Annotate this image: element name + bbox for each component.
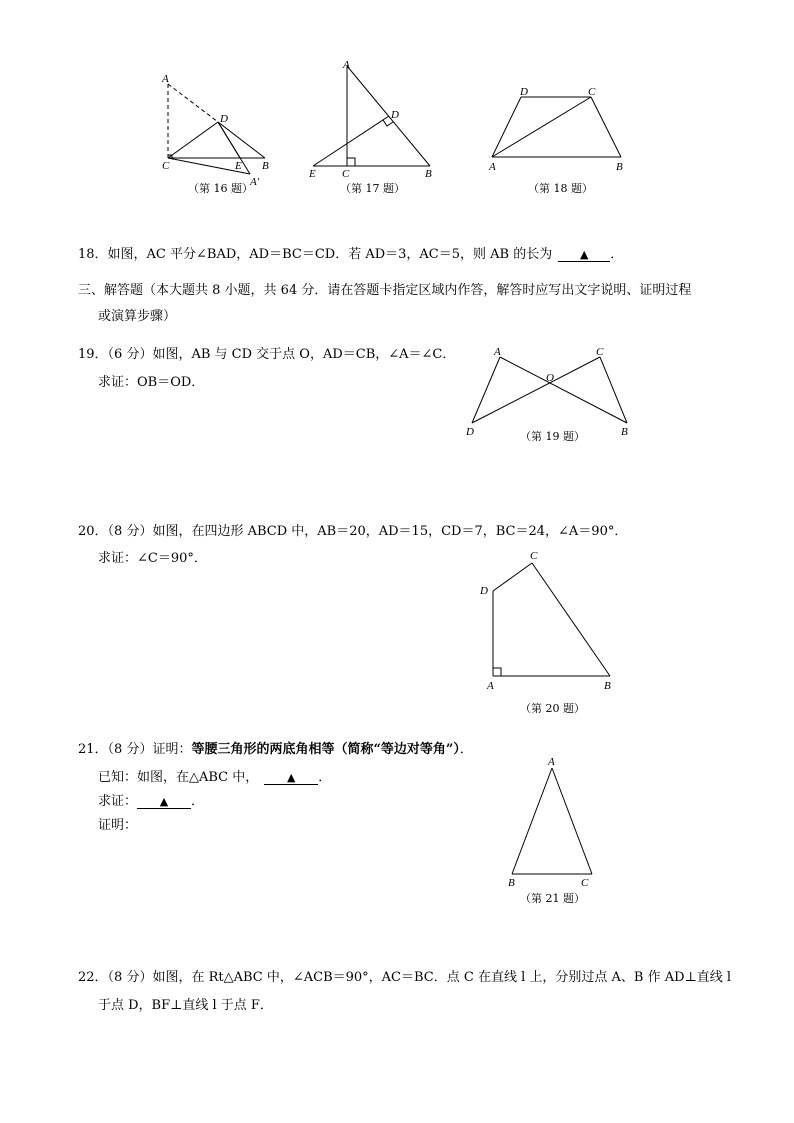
f17-label-d: D (391, 109, 399, 121)
q18-end: ． (610, 247, 624, 262)
question-21-statement (78, 742, 473, 758)
section-3-heading-cont: 或演算步骤） (98, 309, 177, 324)
caption-20: （第 20 题） (520, 702, 585, 715)
f16-label-d: D (220, 113, 228, 125)
q21-prove-label: 求证： (98, 794, 138, 809)
q21-title-end: ． (459, 742, 473, 757)
f18-label-a: A (489, 161, 496, 173)
question-21-proof: 证明： (98, 818, 138, 833)
caption-19: （第 19 题） (520, 430, 585, 443)
q21-title: 等腰三角形的两底角相等（简称“等边对等角”） (191, 742, 460, 757)
question-18 (78, 247, 623, 263)
f20-label-c: C (530, 550, 538, 562)
caption-18: （第 18 题） (528, 182, 593, 195)
question-21-prove (98, 794, 204, 810)
f20-label-d: D (480, 585, 488, 597)
figure-18 (484, 86, 629, 176)
q18-body: 如图，AC 平分∠BAD，AD＝BC＝CD．若 AD＝3，AC＝5，则 AB 的长为 (107, 247, 553, 262)
q18-text: 18． (78, 247, 108, 262)
f16-label-c: C (162, 160, 170, 172)
f19-label-d: D (466, 426, 474, 438)
question-19-prove: 求证：OB＝OD． (98, 375, 205, 390)
figure-20 (470, 543, 620, 693)
caption-17: （第 17 题） (340, 182, 405, 195)
f19-label-a: A (494, 346, 501, 358)
f20-label-a: A (487, 680, 494, 692)
f18-label-b: B (616, 161, 623, 173)
f17-label-e: E (309, 168, 316, 180)
q21-prove-end: ． (191, 794, 205, 809)
f19-label-o: O (546, 372, 554, 384)
f16-label-b: B (262, 160, 269, 172)
question-22-line-2: 于点 D，BF⊥直线 l 于点 F． (98, 998, 273, 1013)
f19-label-c: C (596, 346, 604, 358)
q21-prefix: 21．（8 分）证明： (78, 742, 192, 757)
q21-prove-blank[interactable]: ▲ (137, 796, 191, 809)
f17-label-b: B (425, 168, 432, 180)
section-3-heading: 三、解答题（本大题共 8 小题，共 64 分．请在答题卡指定区域内作答，解答时应写出文字说明、证明过程 (78, 283, 692, 298)
q21-given-blank[interactable]: ▲ (264, 772, 318, 785)
f21-label-a: A (548, 756, 555, 768)
f16-label-a-prime: A′ (250, 176, 260, 188)
f17-label-a: A (343, 59, 350, 71)
question-20-prove: 求证：∠C＝90°． (98, 551, 207, 566)
q21-given-end: ． (318, 770, 332, 785)
f16-label-e: E (235, 160, 242, 172)
figure-21 (500, 750, 600, 890)
figure-17 (305, 58, 440, 183)
f20-label-b: B (604, 680, 611, 692)
f18-label-c: C (588, 86, 596, 98)
question-22-line-1: 22．（8 分）如图，在 Rt△ABC 中，∠ACB＝90°，AC＝BC．点 C 在直线 l 上，分别过点 A、B 作 AD⊥直线 l (78, 970, 732, 985)
f21-label-b: B (508, 877, 515, 889)
figure-16 (150, 70, 280, 195)
caption-16: （第 16 题） (188, 182, 253, 195)
question-20-statement: 20．（8 分）如图，在四边形 ABCD 中，AB＝20，AD＝15，CD＝7，BC＝24，∠A＝90°． (78, 524, 628, 539)
question-19-statement: 19．（6 分）如图，AB 与 CD 交于点 O，AD＝CB，∠A＝∠C． (78, 347, 456, 362)
f18-label-d: D (520, 86, 528, 98)
f19-label-b: B (621, 426, 628, 438)
caption-21: （第 21 题） (520, 892, 585, 905)
f16-label-a: A (162, 73, 169, 85)
q18-answer-blank[interactable]: ▲ (558, 249, 610, 262)
f17-label-c: C (342, 168, 350, 180)
question-21-given (98, 770, 331, 786)
q21-given-label: 已知：如图，在△ABC 中， (98, 770, 259, 785)
f21-label-c: C (581, 877, 589, 889)
